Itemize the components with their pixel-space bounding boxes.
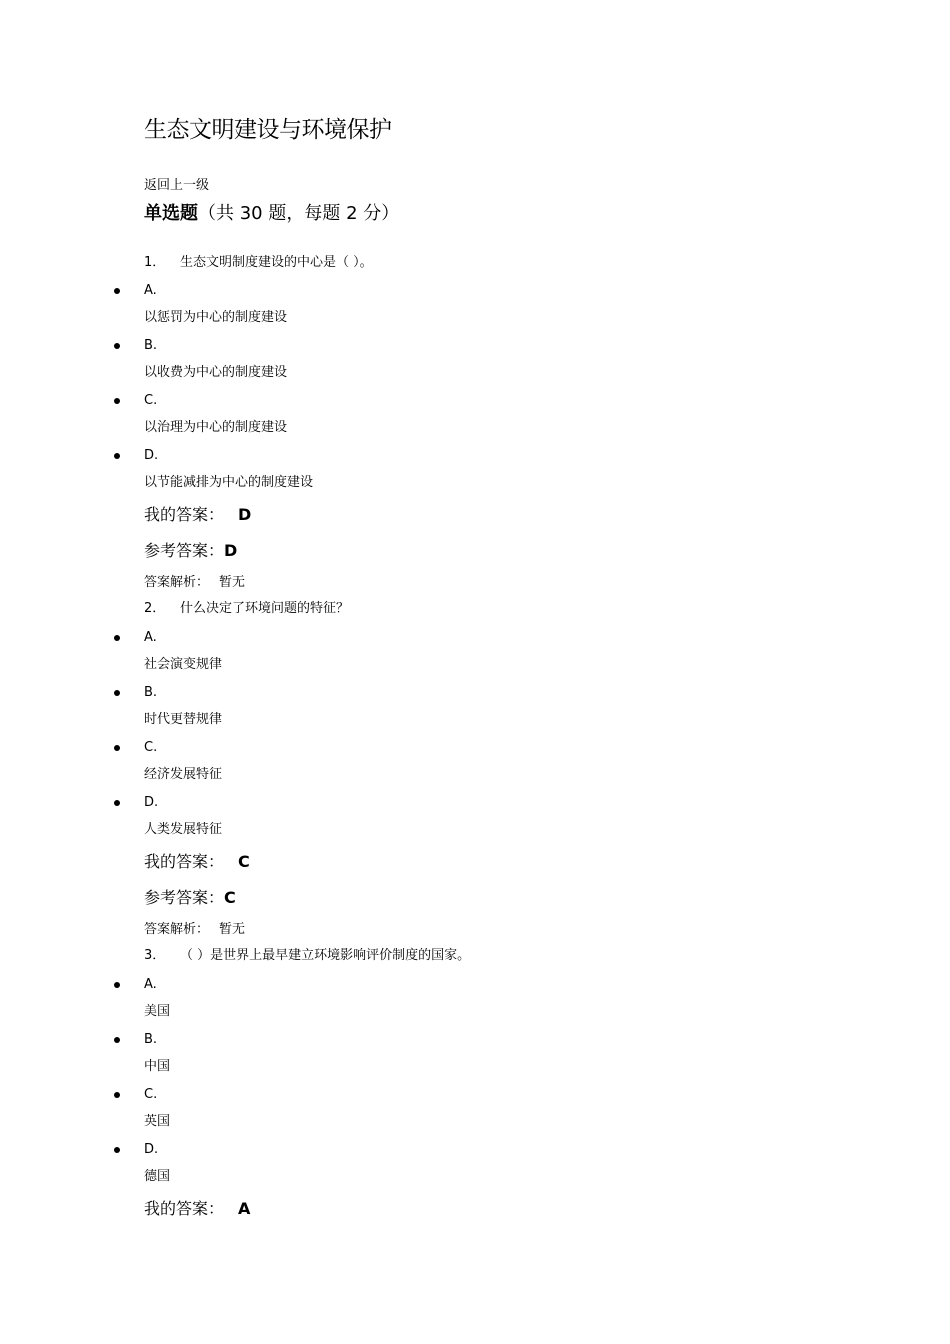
bullet-icon [114,1092,120,1098]
option-text[interactable]: 经济发展特征 [144,767,223,782]
my-answer-value: A [238,1199,251,1218]
option-text[interactable]: 美国 [144,1004,171,1019]
reference-answer [144,887,236,909]
option-letter[interactable]: B. [144,1032,158,1047]
option-letter[interactable]: D. [144,795,159,810]
my-answer-value: D [238,505,252,524]
bullet-icon [114,343,120,349]
bullet-icon [114,1147,120,1153]
option-text[interactable]: 德国 [144,1169,171,1184]
analysis-label: 答案解析： [144,575,210,590]
option-letter[interactable]: A. [144,283,157,298]
option-text[interactable]: 以惩罚为中心的制度建设 [144,310,288,325]
question-stem [144,947,470,965]
question-text: （ ）是世界上最早建立环境影响评价制度的国家。 [180,948,471,963]
option-letter[interactable]: B. [144,338,158,353]
option-text[interactable]: 时代更替规律 [144,712,223,727]
option-letter[interactable]: B. [144,685,158,700]
bullet-icon [114,745,120,751]
option-text[interactable]: 人类发展特征 [144,822,223,837]
section-heading [144,201,399,227]
option-text[interactable]: 英国 [144,1114,171,1129]
answer-analysis [144,921,245,939]
my-answer-label: 我的答案： [144,505,225,524]
option-letter[interactable]: D. [144,448,159,463]
analysis-value: 暂无 [219,922,246,937]
question-number: 1． [144,255,166,270]
answer-analysis [144,574,245,592]
my-answer [144,851,250,873]
analysis-label: 答案解析： [144,922,210,937]
section-heading-detail: （共 30 题，每题 2 分） [198,203,400,224]
question-text: 生态文明制度建设的中心是（ ）。 [180,255,373,270]
bullet-icon [114,1037,120,1043]
question-stem [144,600,349,618]
option-letter[interactable]: C. [144,1087,158,1102]
back-link[interactable]: 返回上一级 [144,178,210,193]
question-number: 2． [144,601,166,616]
bullet-icon [114,453,120,459]
my-answer-value: C [238,852,250,871]
question-text: 什么决定了环境问题的特征？ [180,601,350,616]
option-letter[interactable]: C. [144,393,158,408]
reference-answer [144,540,237,562]
option-text[interactable]: 中国 [144,1059,171,1074]
bullet-icon [114,288,120,294]
bullet-icon [114,398,120,404]
option-letter[interactable]: A. [144,977,157,992]
question-number: 3． [144,948,166,963]
option-text[interactable]: 以节能减排为中心的制度建设 [144,475,314,490]
question-stem [144,254,373,272]
section-heading-type: 单选题 [144,203,198,224]
bullet-icon [114,982,120,988]
my-answer [144,504,251,526]
option-text[interactable]: 社会演变规律 [144,657,223,672]
option-letter[interactable]: A. [144,630,157,645]
my-answer-label: 我的答案： [144,1199,225,1218]
my-answer-label: 我的答案： [144,852,225,871]
reference-answer-value: C [224,888,236,907]
my-answer [144,1198,250,1220]
analysis-value: 暂无 [219,575,246,590]
bullet-icon [114,635,120,641]
option-text[interactable]: 以治理为中心的制度建设 [144,420,288,435]
reference-answer-label: 参考答案： [144,888,225,907]
reference-answer-value: D [224,541,238,560]
reference-answer-label: 参考答案： [144,541,225,560]
option-letter[interactable]: C. [144,740,158,755]
bullet-icon [114,800,120,806]
option-letter[interactable]: D. [144,1142,159,1157]
bullet-icon [114,690,120,696]
option-text[interactable]: 以收费为中心的制度建设 [144,365,288,380]
page-title: 生态文明建设与环境保护 [144,117,392,143]
